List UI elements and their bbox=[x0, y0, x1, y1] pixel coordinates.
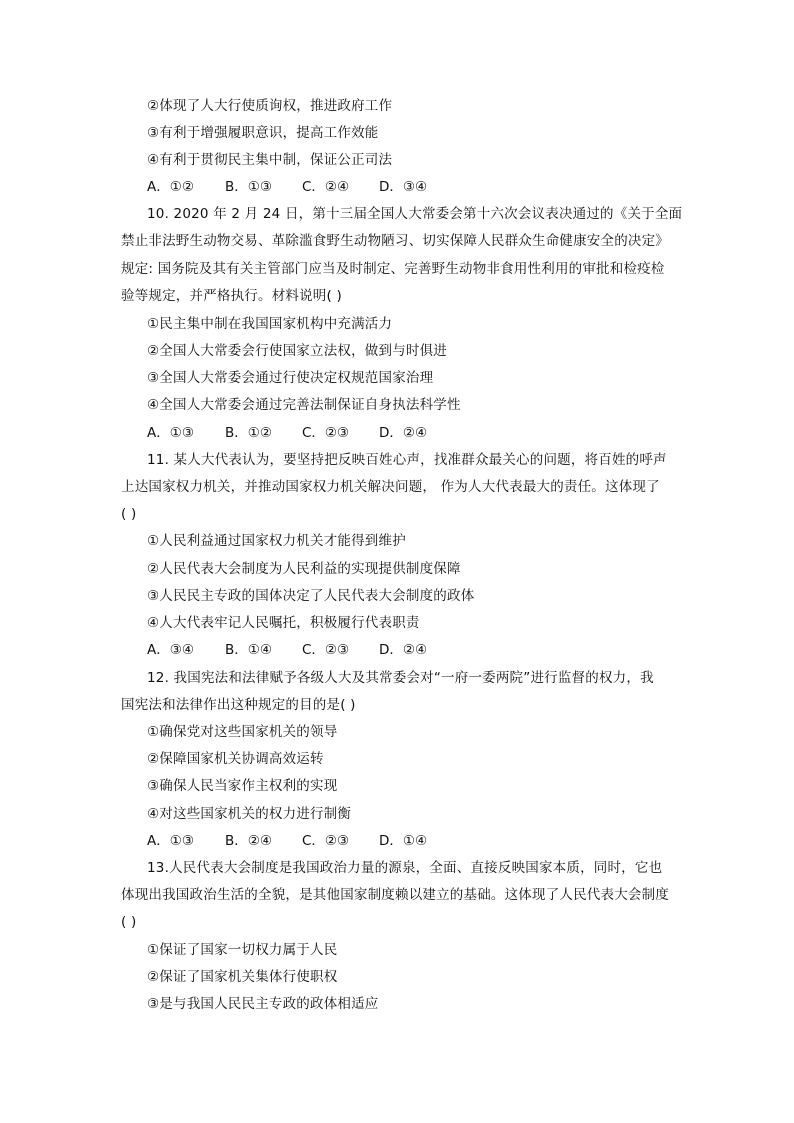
q10-option-b: B．①② bbox=[225, 425, 272, 441]
q11-option-d: D．②④ bbox=[379, 642, 428, 658]
q10-option-c: C．②③ bbox=[302, 425, 350, 441]
q12-stem-line-2: 国宪法和法律作出这种规定的目的是( ) bbox=[121, 697, 356, 713]
q11-option-c: C．②③ bbox=[302, 642, 350, 658]
q12-option-a: A．①③ bbox=[147, 833, 194, 849]
q10-stem-line-2: 禁止非法野生动物交易、革除滥食野生动物陋习、切实保障人民群众生命健康安全的决定》 bbox=[121, 233, 669, 249]
q10-item-1: ①民主集中制在我国国家机构中充满活力 bbox=[147, 316, 393, 332]
q9-option-d: D．③④ bbox=[379, 179, 428, 195]
q12-item-3: ③确保人民当家作主权利的实现 bbox=[147, 778, 338, 794]
q9-item-2: ②体现了人大行使质询权，推进政府工作 bbox=[147, 98, 393, 114]
q11-item-4: ④人大代表牢记人民嘱托，积极履行代表职责 bbox=[147, 615, 420, 631]
q13-item-2: ②保证了国家机关集体行使职权 bbox=[147, 969, 338, 985]
q12-option-d: D．①④ bbox=[379, 833, 428, 849]
q11-item-3: ③人民民主专政的国体决定了人民代表大会制度的政体 bbox=[147, 588, 475, 604]
q10-options bbox=[147, 424, 459, 442]
q11-stem-line-3: ( ) bbox=[121, 506, 137, 522]
q11-item-2: ②人民代表大会制度为人民利益的实现提供制度保障 bbox=[147, 561, 461, 577]
q10-stem-line-1: 10. 2020 年 2 月 24 日，第十三届全国人大常委会第十六次会议表决通过的《关于全面 bbox=[147, 206, 683, 222]
q11-stem-line-2: 上达国家权力机关，并推动国家权力机关解决问题， 作为人大代表最大的责任。这体现了 bbox=[121, 479, 660, 495]
q11-stem-line-1: 11. 某人大代表认为，要坚持把反映百姓心声，找准群众最关心的问题，将百姓的呼声 bbox=[147, 452, 667, 468]
q10-stem-line-4: 验等规定，并严格执行。材料说明( ) bbox=[121, 288, 342, 304]
q13-stem-line-3: ( ) bbox=[121, 914, 137, 930]
q12-options bbox=[147, 832, 459, 850]
q10-item-3: ③全国人大常委会通过行使决定权规范国家治理 bbox=[147, 370, 434, 386]
q10-stem-line-3: 规定: 国务院及其有关主管部门应当及时制定、完善野生动物非食用性利用的审批和检疫检 bbox=[121, 261, 665, 277]
q12-item-4: ④对这些国家机关的权力进行制衡 bbox=[147, 806, 352, 822]
q9-item-3: ③有利于增强履职意识，提高工作效能 bbox=[147, 125, 379, 141]
q13-stem-line-1: 13.人民代表大会制度是我国政治力量的源泉，全面、直接反映国家本质，同时，它也 bbox=[147, 860, 663, 876]
q9-option-a: A．①② bbox=[147, 179, 194, 195]
q10-item-2: ②全国人大常委会行使国家立法权，做到与时俱进 bbox=[147, 343, 448, 359]
q12-option-b: B．②④ bbox=[225, 833, 272, 849]
q13-item-1: ①保证了国家一切权力属于人民 bbox=[147, 942, 338, 958]
q9-option-b: B．①③ bbox=[225, 179, 272, 195]
q11-item-1: ①人民利益通过国家权力机关才能得到维护 bbox=[147, 533, 406, 549]
q11-option-b: B．①④ bbox=[225, 642, 272, 658]
q13-stem-line-2: 体现出我国政治生活的全貌，是其他国家制度赖以建立的基础。这体现了人民代表大会制度 bbox=[121, 887, 669, 903]
q12-stem-line-1: 12. 我国宪法和法律赋予各级人大及其常委会对“一府一委两院”进行监督的权力，我 bbox=[147, 670, 654, 686]
q11-option-a: A．③④ bbox=[147, 642, 194, 658]
q13-item-3: ③是与我国人民民主专政的政体相适应 bbox=[147, 996, 379, 1012]
q12-item-1: ①确保党对这些国家机关的领导 bbox=[147, 724, 338, 740]
q11-options bbox=[147, 641, 459, 659]
q12-item-2: ②保障国家机关协调高效运转 bbox=[147, 751, 324, 767]
q9-item-4: ④有利于贯彻民主集中制，保证公正司法 bbox=[147, 152, 393, 168]
q12-option-c: C．②③ bbox=[302, 833, 350, 849]
q10-option-d: D．②④ bbox=[379, 425, 428, 441]
q9-option-c: C．②④ bbox=[302, 179, 350, 195]
q10-item-4: ④全国人大常委会通过完善法制保证自身执法科学性 bbox=[147, 397, 461, 413]
q10-option-a: A．①③ bbox=[147, 425, 194, 441]
q9-options bbox=[147, 178, 459, 196]
